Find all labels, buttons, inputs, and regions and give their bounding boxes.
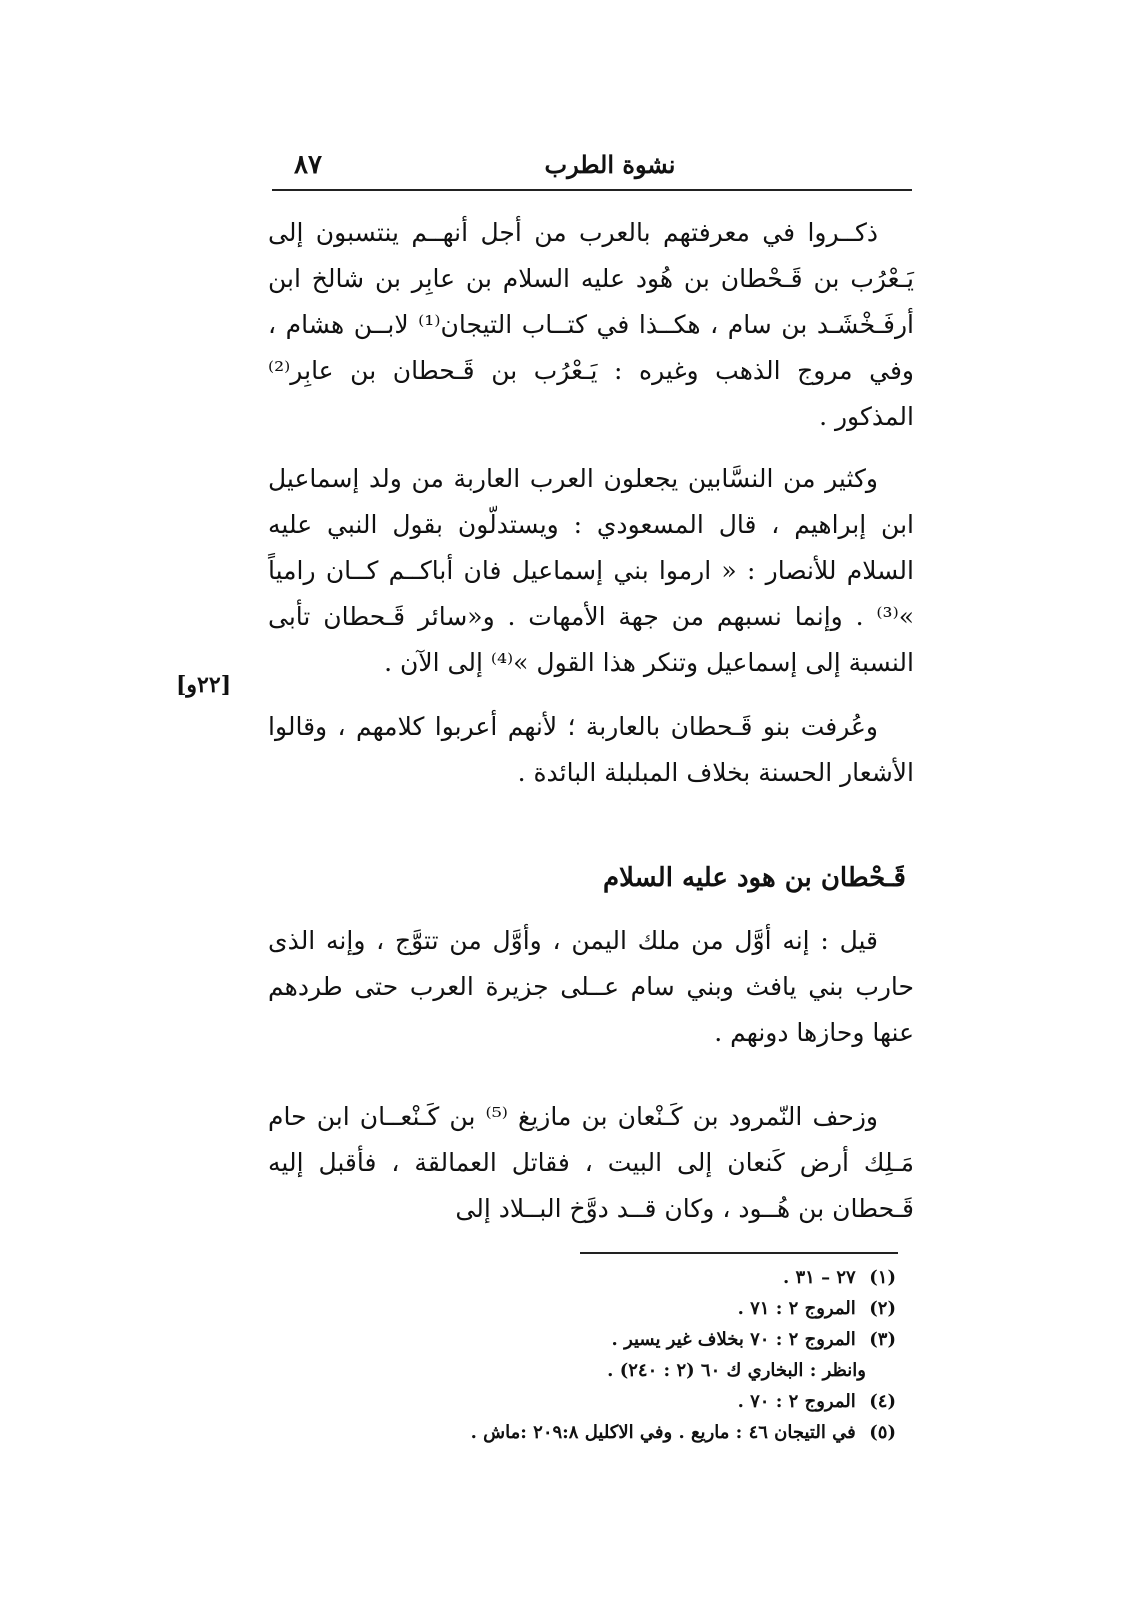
running-title: نشوة الطرب	[544, 150, 676, 179]
paragraph-text: ذكــروا في معرفتهم بالعرب من أجل أنهــم ينتسبون إلى يَـعْرُب بن قَـحْطان بن هُود عليه السلام بن عابِر بن شالخ ابن أرفَـخْشَـد بن سام ، هكــذا في كتــاب التيجان⁽¹⁾ لابــن هشام ، وفي مروج الذهب وغيره : يَـعْرُب بن قَـحطان بن عابِر⁽²⁾ المذكور .	[268, 218, 914, 431]
footnote-3-continuation	[300, 1355, 896, 1386]
footnote-number: (٥)	[869, 1422, 896, 1443]
paragraph-text: قيل : إنه أوَّل من ملك اليمن ، وأوَّل من تتوَّج ، وإنه الذى حارب بني يافث وبني سام عــلى جزيرة العرب حتى طردهم عنها وحازها دونهم .	[268, 926, 914, 1047]
running-header	[272, 150, 912, 188]
footnote-text: المروج ٢ : ٧١ .	[737, 1298, 856, 1319]
page-number: ٨٧	[294, 150, 322, 180]
footnote-1	[300, 1262, 896, 1293]
footnote-divider	[580, 1252, 898, 1254]
footnote-4	[300, 1386, 896, 1417]
paragraph-2	[268, 456, 914, 686]
footnote-text: ٢٧ – ٣١ .	[782, 1267, 856, 1288]
section-heading: قَـحْطان بن هود عليه السلام	[603, 863, 906, 893]
footnote-number: (١)	[869, 1267, 896, 1288]
header-divider	[272, 189, 912, 191]
section-paragraph-1	[268, 918, 914, 1056]
footnote-5	[300, 1417, 896, 1448]
section-paragraph-2	[268, 1094, 914, 1232]
paragraph-text: وعُرفت بنو قَـحطان بالعاربة ؛ لأنهم أعربوا كلامهم ، وقالوا الأشعار الحسنة بخلاف المبلبلة البائدة .	[268, 712, 914, 787]
manuscript-folio-marker: [٢٢و]	[176, 672, 232, 698]
paragraph-1	[268, 210, 914, 440]
footnote-text: وانظر : البخاري ك ٦٠ (٢ : ٢٤٠) .	[607, 1360, 866, 1381]
footnote-3	[300, 1324, 896, 1355]
footnote-number: (٤)	[869, 1391, 896, 1412]
footnote-number: (٣)	[869, 1329, 896, 1350]
footnote-number: (٢)	[869, 1298, 896, 1319]
paragraph-text: وكثير من النسَّابين يجعلون العرب العاربة من ولد إسماعيل ابن إبراهيم ، قال المسعودي : ويستدلّون بقول النبي عليه السلام للأنصار : « ارموا بني إسماعيل فان أباكــم كــان رامياً »⁽³⁾ . وإنما نسبهم من جهة الأمهات . و«سائر قَـحطان تأبى النسبة إلى إسماعيل وتنكر هذا القول »⁽⁴⁾ إلى الآن .	[268, 464, 914, 677]
paragraph-3	[268, 704, 914, 796]
footnote-text: في التيجان ٤٦ : ماريع . وفي الاكليل ٢٠٩:٨ :ماش .	[470, 1422, 856, 1443]
paragraph-text: وزحف النّمرود بن كَـنْعان بن مازيغ ⁽⁵⁾ بن كَـنْعــان ابن حام مَـلِك أرض كَنعان إلى البيت ، فقاتل العمالقة ، فأقبل إليه قَـحطان بن هُــود ، وكان قــد دوَّخ البــلاد إلى	[268, 1102, 914, 1223]
footnotes	[300, 1262, 896, 1448]
footnote-2	[300, 1293, 896, 1324]
footnote-text: المروج ٢ : ٧٠ بخلاف غير يسير .	[611, 1329, 856, 1350]
footnote-text: المروج ٢ : ٧٠ .	[737, 1391, 856, 1412]
